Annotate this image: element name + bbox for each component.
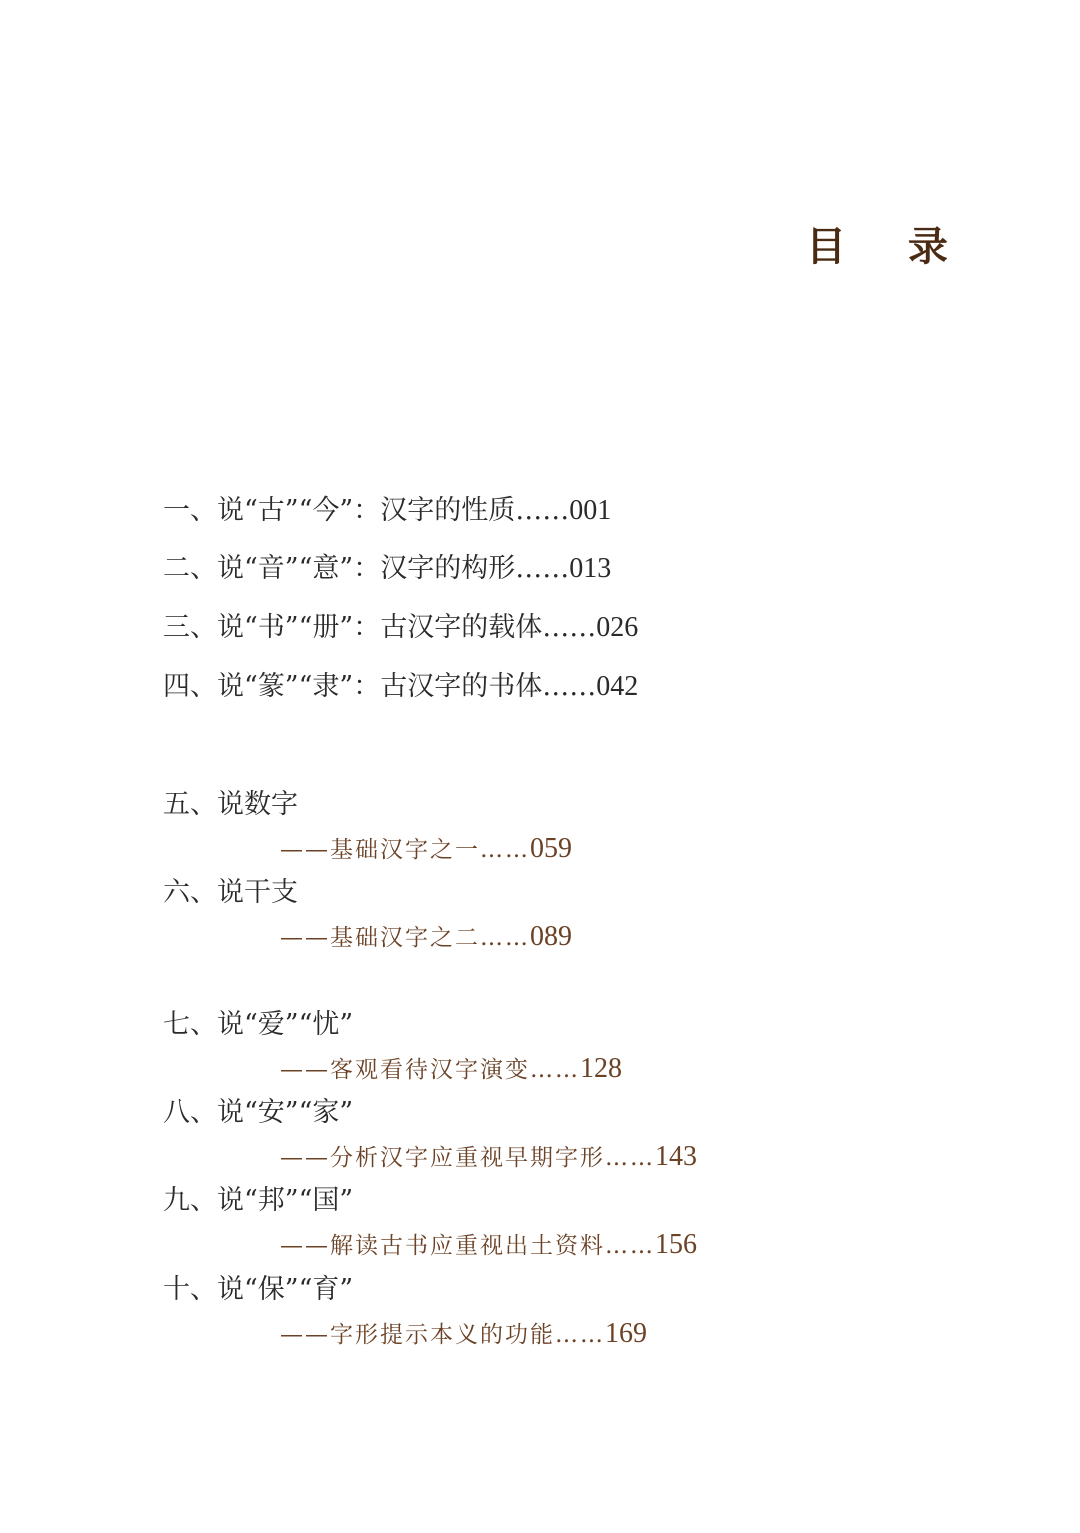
toc-entry-5 [163, 788, 298, 822]
toc-page-number: 128 [580, 1053, 622, 1084]
toc-entry-subtitle: ——解读古书应重视出土资料…… [280, 1233, 655, 1259]
toc-entry-title: 七、说“爱”“忧” [163, 1009, 354, 1040]
toc-entry-1 [163, 494, 611, 528]
toc-entry-8-subtitle [280, 1142, 697, 1173]
toc-entry-title: 六、说干支 [163, 877, 298, 908]
toc-entry-title: 一、说“古”“今”：汉字的性质…… [163, 495, 570, 526]
toc-entry-9-subtitle [280, 1230, 697, 1261]
toc-entry-subtitle: ——字形提示本义的功能…… [280, 1322, 605, 1348]
toc-entry-title: 三、说“书”“册”：古汉字的载体…… [163, 612, 597, 643]
toc-page-number: 089 [530, 921, 572, 952]
toc-entry-title: 四、说“篆”“隶”：古汉字的书体…… [163, 671, 597, 702]
toc-entry-title: 八、说“安”“家” [163, 1097, 354, 1128]
toc-page-number: 042 [596, 671, 639, 702]
toc-entry-subtitle: ——分析汉字应重视早期字形…… [280, 1145, 655, 1171]
page-title: 目 录 [806, 223, 972, 270]
toc-entry-title: 十、说“保”“育” [163, 1274, 354, 1305]
toc-page-number: 143 [655, 1141, 697, 1172]
toc-entry-subtitle: ——客观看待汉字演变…… [280, 1057, 580, 1083]
toc-page-number: 156 [655, 1229, 697, 1260]
toc-entry-title: 九、说“邦”“国” [163, 1185, 354, 1216]
toc-entry-6-subtitle [280, 922, 572, 953]
toc-entry-5-subtitle [280, 834, 572, 865]
toc-entry-9 [163, 1184, 353, 1218]
toc-entry-title: 二、说“音”“意”：汉字的构形…… [163, 553, 570, 584]
toc-page-number: 001 [569, 495, 612, 526]
toc-page-number: 169 [605, 1318, 647, 1349]
toc-entry-7 [163, 1008, 353, 1042]
toc-entry-6 [163, 876, 298, 910]
toc-page-number: 013 [569, 553, 612, 584]
toc-entry-4 [163, 670, 638, 704]
toc-entry-subtitle: ——基础汉字之一…… [280, 837, 530, 863]
toc-entry-10 [163, 1273, 353, 1307]
toc-entry-2 [163, 552, 611, 586]
toc-page-number: 059 [530, 833, 572, 864]
toc-entry-subtitle: ——基础汉字之二…… [280, 925, 530, 951]
toc-entry-7-subtitle [280, 1054, 622, 1085]
toc-entry-title: 五、说数字 [163, 789, 298, 820]
toc-entry-3 [163, 611, 638, 645]
toc-entry-8 [163, 1096, 353, 1130]
toc-page-number: 026 [596, 612, 639, 643]
toc-entry-10-subtitle [280, 1319, 647, 1350]
